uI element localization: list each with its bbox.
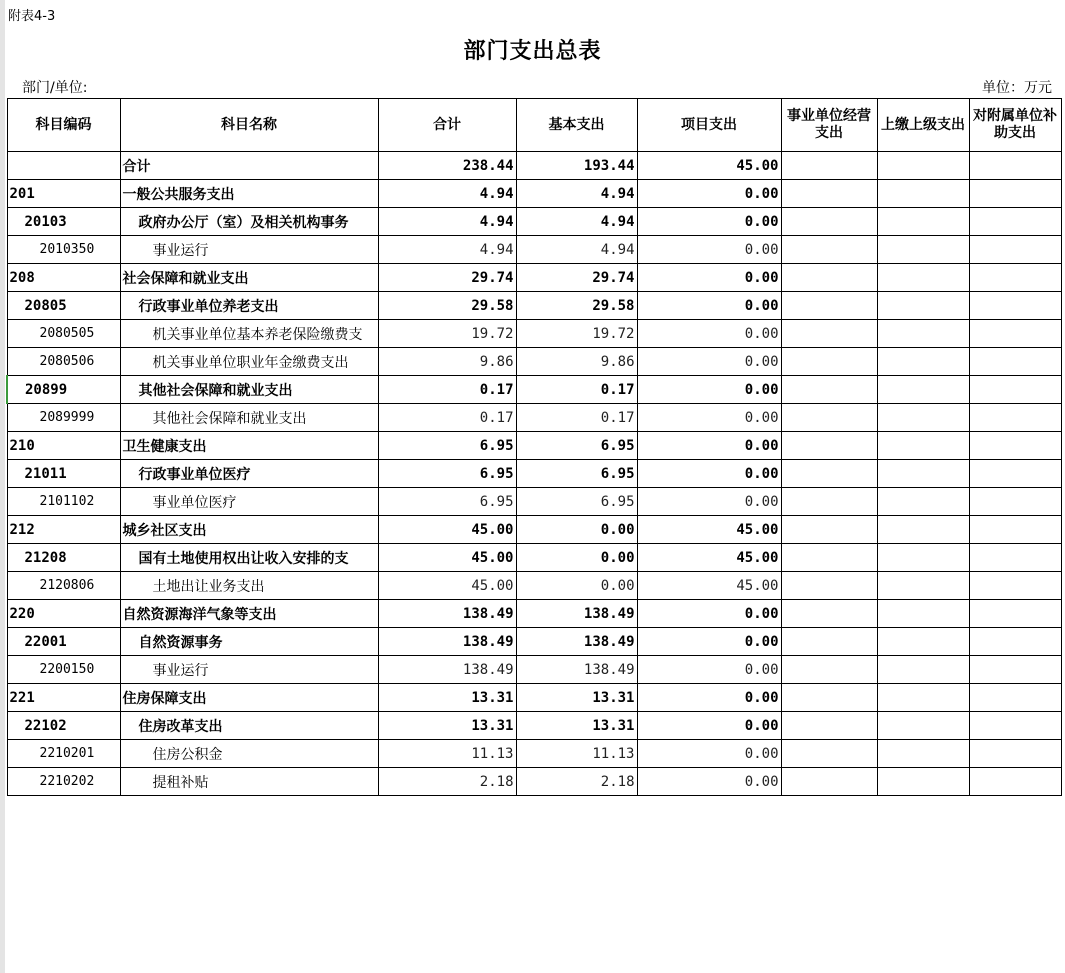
table-row bbox=[7, 432, 1061, 460]
total-cell[interactable]: 138.49 bbox=[378, 656, 516, 684]
remit-cell[interactable] bbox=[877, 684, 969, 712]
operating-cell[interactable] bbox=[781, 180, 877, 208]
operating-cell[interactable] bbox=[781, 516, 877, 544]
name-cell[interactable]: 卫生健康支出 bbox=[120, 432, 378, 460]
subsidy-cell[interactable] bbox=[969, 488, 1061, 516]
basic-cell[interactable]: 4.94 bbox=[516, 208, 637, 236]
total-cell[interactable]: 4.94 bbox=[378, 208, 516, 236]
table-row bbox=[7, 516, 1061, 544]
subsidy-cell[interactable] bbox=[969, 320, 1061, 348]
operating-cell[interactable] bbox=[781, 236, 877, 264]
basic-cell[interactable]: 0.00 bbox=[516, 516, 637, 544]
table-row bbox=[7, 572, 1061, 600]
operating-cell[interactable] bbox=[781, 768, 877, 796]
total-cell[interactable]: 6.95 bbox=[378, 460, 516, 488]
project-cell[interactable]: 0.00 bbox=[637, 488, 781, 516]
project-cell[interactable]: 0.00 bbox=[637, 348, 781, 376]
name-cell[interactable]: 其他社会保障和就业支出 bbox=[120, 376, 378, 404]
name-cell[interactable]: 一般公共服务支出 bbox=[120, 180, 378, 208]
operating-cell[interactable] bbox=[781, 656, 877, 684]
name-cell[interactable]: 机关事业单位基本养老保险缴费支 bbox=[120, 320, 378, 348]
name-cell[interactable]: 土地出让业务支出 bbox=[120, 572, 378, 600]
operating-cell[interactable] bbox=[781, 740, 877, 768]
operating-cell[interactable] bbox=[781, 292, 877, 320]
project-cell[interactable]: 0.00 bbox=[637, 656, 781, 684]
project-cell[interactable]: 0.00 bbox=[637, 404, 781, 432]
basic-cell[interactable]: 4.94 bbox=[516, 236, 637, 264]
operating-cell[interactable] bbox=[781, 488, 877, 516]
project-cell[interactable]: 0.00 bbox=[637, 264, 781, 292]
code-cell[interactable]: 201 bbox=[7, 180, 120, 208]
project-cell[interactable]: 0.00 bbox=[637, 320, 781, 348]
subsidy-cell[interactable] bbox=[969, 180, 1061, 208]
project-cell[interactable]: 0.00 bbox=[637, 628, 781, 656]
remit-cell[interactable] bbox=[877, 768, 969, 796]
col-header-code[interactable]: 科目编码 bbox=[7, 99, 120, 152]
total-cell[interactable]: 45.00 bbox=[378, 516, 516, 544]
code-cell[interactable]: 2010350 bbox=[7, 236, 120, 264]
sheet-left-gutter bbox=[0, 0, 5, 973]
total-cell[interactable]: 13.31 bbox=[378, 684, 516, 712]
table-note: 附表4-3 bbox=[8, 9, 56, 24]
basic-cell[interactable]: 4.94 bbox=[516, 180, 637, 208]
total-cell[interactable]: 45.00 bbox=[378, 544, 516, 572]
remit-cell[interactable] bbox=[877, 572, 969, 600]
code-cell[interactable]: 2210201 bbox=[7, 740, 120, 768]
project-cell[interactable]: 0.00 bbox=[637, 180, 781, 208]
operating-cell[interactable] bbox=[781, 376, 877, 404]
remit-cell[interactable] bbox=[877, 292, 969, 320]
subsidy-cell[interactable] bbox=[969, 768, 1061, 796]
col-header-subsidy[interactable]: 对附属单位补助支出 bbox=[969, 99, 1061, 152]
total-cell[interactable]: 138.49 bbox=[378, 628, 516, 656]
table-row bbox=[7, 320, 1061, 348]
basic-cell[interactable]: 9.86 bbox=[516, 348, 637, 376]
remit-cell[interactable] bbox=[877, 264, 969, 292]
subsidy-cell[interactable] bbox=[969, 208, 1061, 236]
code-cell[interactable] bbox=[7, 152, 120, 180]
total-cell[interactable]: 45.00 bbox=[378, 572, 516, 600]
total-cell[interactable]: 6.95 bbox=[378, 488, 516, 516]
name-cell[interactable]: 事业运行 bbox=[120, 236, 378, 264]
operating-cell[interactable] bbox=[781, 572, 877, 600]
basic-cell[interactable]: 2.18 bbox=[516, 768, 637, 796]
operating-cell[interactable] bbox=[781, 432, 877, 460]
basic-cell[interactable]: 138.49 bbox=[516, 628, 637, 656]
subsidy-cell[interactable] bbox=[969, 572, 1061, 600]
col-header-remit[interactable]: 上缴上级支出 bbox=[877, 99, 969, 152]
col-header-total[interactable]: 合计 bbox=[378, 99, 516, 152]
subsidy-cell[interactable] bbox=[969, 348, 1061, 376]
code-cell[interactable]: 20805 bbox=[7, 292, 120, 320]
subsidy-cell[interactable] bbox=[969, 152, 1061, 180]
project-cell[interactable]: 0.00 bbox=[637, 600, 781, 628]
name-cell[interactable]: 行政事业单位养老支出 bbox=[120, 292, 378, 320]
basic-cell[interactable]: 138.49 bbox=[516, 656, 637, 684]
table-row bbox=[7, 236, 1061, 264]
subsidy-cell[interactable] bbox=[969, 404, 1061, 432]
basic-cell[interactable]: 193.44 bbox=[516, 152, 637, 180]
page-title: 部门支出总表 bbox=[463, 39, 602, 64]
name-cell[interactable]: 社会保障和就业支出 bbox=[120, 264, 378, 292]
operating-cell[interactable] bbox=[781, 320, 877, 348]
remit-cell[interactable] bbox=[877, 208, 969, 236]
subsidy-cell[interactable] bbox=[969, 544, 1061, 572]
remit-cell[interactable] bbox=[877, 320, 969, 348]
total-cell[interactable]: 138.49 bbox=[378, 600, 516, 628]
col-header-basic[interactable]: 基本支出 bbox=[516, 99, 637, 152]
table-row bbox=[7, 544, 1061, 572]
table-row bbox=[7, 152, 1061, 180]
code-cell[interactable]: 20103 bbox=[7, 208, 120, 236]
basic-cell[interactable]: 13.31 bbox=[516, 712, 637, 740]
total-cell[interactable]: 2.18 bbox=[378, 768, 516, 796]
total-cell[interactable]: 9.86 bbox=[378, 348, 516, 376]
col-header-name[interactable]: 科目名称 bbox=[120, 99, 378, 152]
table-row bbox=[7, 628, 1061, 656]
subsidy-cell[interactable] bbox=[969, 376, 1061, 404]
name-cell[interactable]: 事业运行 bbox=[120, 656, 378, 684]
operating-cell[interactable] bbox=[781, 712, 877, 740]
total-cell[interactable]: 13.31 bbox=[378, 712, 516, 740]
subsidy-cell[interactable] bbox=[969, 600, 1061, 628]
project-cell[interactable]: 0.00 bbox=[637, 208, 781, 236]
remit-cell[interactable] bbox=[877, 236, 969, 264]
code-cell[interactable]: 2200150 bbox=[7, 656, 120, 684]
table-row bbox=[7, 740, 1061, 768]
remit-cell[interactable] bbox=[877, 712, 969, 740]
operating-cell[interactable] bbox=[781, 264, 877, 292]
table-row bbox=[7, 348, 1061, 376]
table-row bbox=[7, 460, 1061, 488]
remit-cell[interactable] bbox=[877, 628, 969, 656]
subsidy-cell[interactable] bbox=[969, 292, 1061, 320]
operating-cell[interactable] bbox=[781, 460, 877, 488]
project-cell[interactable]: 0.00 bbox=[637, 684, 781, 712]
code-cell[interactable]: 221 bbox=[7, 684, 120, 712]
name-cell[interactable]: 住房改革支出 bbox=[120, 712, 378, 740]
dept-label: 部门/单位: bbox=[22, 80, 88, 96]
code-cell[interactable]: 2120806 bbox=[7, 572, 120, 600]
remit-cell[interactable] bbox=[877, 404, 969, 432]
operating-cell[interactable] bbox=[781, 152, 877, 180]
table-row bbox=[7, 180, 1061, 208]
subsidy-cell[interactable] bbox=[969, 628, 1061, 656]
project-cell[interactable]: 0.00 bbox=[637, 432, 781, 460]
name-cell[interactable]: 机关事业单位职业年金缴费支出 bbox=[120, 348, 378, 376]
total-cell[interactable]: 11.13 bbox=[378, 740, 516, 768]
project-cell[interactable]: 45.00 bbox=[637, 544, 781, 572]
name-cell[interactable]: 住房保障支出 bbox=[120, 684, 378, 712]
name-cell[interactable]: 提租补贴 bbox=[120, 768, 378, 796]
project-cell[interactable]: 0.00 bbox=[637, 376, 781, 404]
total-cell[interactable]: 29.58 bbox=[378, 292, 516, 320]
col-header-project[interactable]: 项目支出 bbox=[637, 99, 781, 152]
project-cell[interactable]: 45.00 bbox=[637, 516, 781, 544]
name-cell[interactable]: 自然资源海洋气象等支出 bbox=[120, 600, 378, 628]
total-cell[interactable]: 4.94 bbox=[378, 236, 516, 264]
code-cell[interactable]: 21011 bbox=[7, 460, 120, 488]
col-header-operating[interactable]: 事业单位经营支出 bbox=[781, 99, 877, 152]
remit-cell[interactable] bbox=[877, 152, 969, 180]
project-cell[interactable]: 45.00 bbox=[637, 152, 781, 180]
basic-cell[interactable]: 0.00 bbox=[516, 572, 637, 600]
remit-cell[interactable] bbox=[877, 460, 969, 488]
remit-cell[interactable] bbox=[877, 432, 969, 460]
code-cell[interactable]: 212 bbox=[7, 516, 120, 544]
subsidy-cell[interactable] bbox=[969, 516, 1061, 544]
operating-cell[interactable] bbox=[781, 404, 877, 432]
code-cell[interactable]: 210 bbox=[7, 432, 120, 460]
basic-cell[interactable]: 138.49 bbox=[516, 600, 637, 628]
code-cell[interactable]: 2089999 bbox=[7, 404, 120, 432]
remit-cell[interactable] bbox=[877, 488, 969, 516]
operating-cell[interactable] bbox=[781, 600, 877, 628]
table-row bbox=[7, 488, 1061, 516]
table-row bbox=[7, 208, 1061, 236]
name-cell[interactable]: 政府办公厅（室）及相关机构事务 bbox=[120, 208, 378, 236]
project-cell[interactable]: 0.00 bbox=[637, 740, 781, 768]
basic-cell[interactable]: 0.17 bbox=[516, 404, 637, 432]
basic-cell[interactable]: 11.13 bbox=[516, 740, 637, 768]
subsidy-cell[interactable] bbox=[969, 712, 1061, 740]
expenditure-table bbox=[6, 98, 1062, 796]
operating-cell[interactable] bbox=[781, 348, 877, 376]
name-cell[interactable]: 国有土地使用权出让收入安排的支 bbox=[120, 544, 378, 572]
total-cell[interactable]: 4.94 bbox=[378, 180, 516, 208]
remit-cell[interactable] bbox=[877, 544, 969, 572]
basic-cell[interactable]: 29.58 bbox=[516, 292, 637, 320]
project-cell[interactable]: 0.00 bbox=[637, 712, 781, 740]
code-cell[interactable]: 22102 bbox=[7, 712, 120, 740]
basic-cell[interactable]: 19.72 bbox=[516, 320, 637, 348]
subsidy-cell[interactable] bbox=[969, 264, 1061, 292]
project-cell[interactable]: 0.00 bbox=[637, 768, 781, 796]
table-row bbox=[7, 712, 1061, 740]
code-cell[interactable]: 20899 bbox=[7, 376, 120, 404]
table-row bbox=[7, 376, 1061, 404]
remit-cell[interactable] bbox=[877, 600, 969, 628]
table-row bbox=[7, 264, 1061, 292]
operating-cell[interactable] bbox=[781, 208, 877, 236]
unit-label: 单位：万元 bbox=[982, 80, 1052, 96]
operating-cell[interactable] bbox=[781, 544, 877, 572]
name-cell[interactable]: 其他社会保障和就业支出 bbox=[120, 404, 378, 432]
total-cell[interactable]: 6.95 bbox=[378, 432, 516, 460]
operating-cell[interactable] bbox=[781, 684, 877, 712]
name-cell[interactable]: 城乡社区支出 bbox=[120, 516, 378, 544]
code-cell[interactable]: 208 bbox=[7, 264, 120, 292]
subsidy-cell[interactable] bbox=[969, 656, 1061, 684]
name-cell[interactable]: 合计 bbox=[120, 152, 378, 180]
remit-cell[interactable] bbox=[877, 516, 969, 544]
subsidy-cell[interactable] bbox=[969, 432, 1061, 460]
code-cell[interactable]: 2080506 bbox=[7, 348, 120, 376]
project-cell[interactable]: 0.00 bbox=[637, 236, 781, 264]
basic-cell[interactable]: 13.31 bbox=[516, 684, 637, 712]
code-cell[interactable]: 2101102 bbox=[7, 488, 120, 516]
basic-cell[interactable]: 29.74 bbox=[516, 264, 637, 292]
table-row bbox=[7, 404, 1061, 432]
remit-cell[interactable] bbox=[877, 180, 969, 208]
remit-cell[interactable] bbox=[877, 348, 969, 376]
table-row bbox=[7, 656, 1061, 684]
operating-cell[interactable] bbox=[781, 628, 877, 656]
code-cell[interactable]: 220 bbox=[7, 600, 120, 628]
table-row bbox=[7, 292, 1061, 320]
header-row bbox=[7, 99, 1061, 152]
total-cell[interactable]: 0.17 bbox=[378, 404, 516, 432]
remit-cell[interactable] bbox=[877, 740, 969, 768]
table-row bbox=[7, 768, 1061, 796]
subsidy-cell[interactable] bbox=[969, 460, 1061, 488]
subsidy-cell[interactable] bbox=[969, 684, 1061, 712]
basic-cell[interactable]: 0.00 bbox=[516, 544, 637, 572]
code-cell[interactable]: 2210202 bbox=[7, 768, 120, 796]
remit-cell[interactable] bbox=[877, 656, 969, 684]
basic-cell[interactable]: 0.17 bbox=[516, 376, 637, 404]
project-cell[interactable]: 0.00 bbox=[637, 292, 781, 320]
total-cell[interactable]: 29.74 bbox=[378, 264, 516, 292]
name-cell[interactable]: 住房公积金 bbox=[120, 740, 378, 768]
code-cell[interactable]: 2080505 bbox=[7, 320, 120, 348]
basic-cell[interactable]: 6.95 bbox=[516, 432, 637, 460]
name-cell[interactable]: 行政事业单位医疗 bbox=[120, 460, 378, 488]
table-row bbox=[7, 684, 1061, 712]
total-cell[interactable]: 0.17 bbox=[378, 376, 516, 404]
subsidy-cell[interactable] bbox=[969, 236, 1061, 264]
total-cell[interactable]: 238.44 bbox=[378, 152, 516, 180]
project-cell[interactable]: 45.00 bbox=[637, 572, 781, 600]
basic-cell[interactable]: 6.95 bbox=[516, 488, 637, 516]
name-cell[interactable]: 事业单位医疗 bbox=[120, 488, 378, 516]
remit-cell[interactable] bbox=[877, 376, 969, 404]
name-cell[interactable]: 自然资源事务 bbox=[120, 628, 378, 656]
code-cell[interactable]: 22001 bbox=[7, 628, 120, 656]
project-cell[interactable]: 0.00 bbox=[637, 460, 781, 488]
subsidy-cell[interactable] bbox=[969, 740, 1061, 768]
total-cell[interactable]: 19.72 bbox=[378, 320, 516, 348]
table-row bbox=[7, 600, 1061, 628]
basic-cell[interactable]: 6.95 bbox=[516, 460, 637, 488]
code-cell[interactable]: 21208 bbox=[7, 544, 120, 572]
